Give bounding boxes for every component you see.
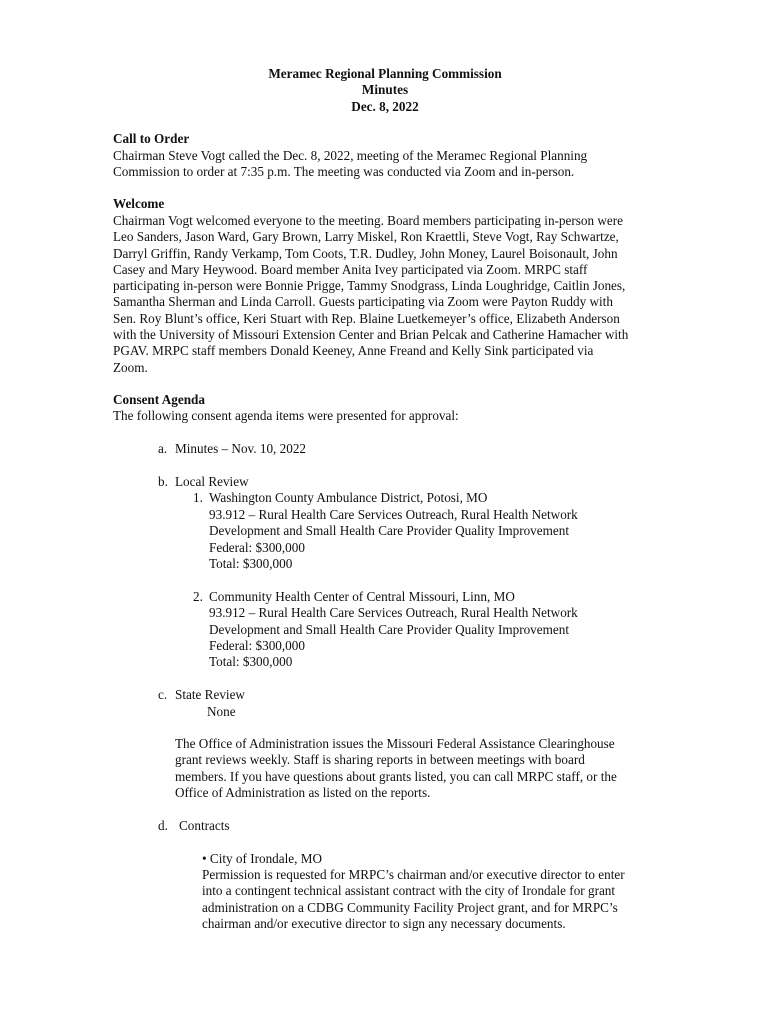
local-review-number: 2. xyxy=(193,589,203,604)
state-review-note-line: grant reviews weekly. Staff is sharing reports in between meetings with board xyxy=(175,752,585,767)
call-to-order-line: Commission to order at 7:35 p.m. The meeting was conducted via Zoom and in-person. xyxy=(113,164,575,179)
meeting-date: Dec. 8, 2022 xyxy=(351,99,419,114)
item-b-marker: b. xyxy=(158,474,168,489)
org-title: Meramec Regional Planning Commission xyxy=(268,66,502,81)
state-review-note-line: members. If you have questions about grants listed, you can call MRPC staff, or the xyxy=(175,769,617,784)
item-d-text: Contracts xyxy=(179,818,230,833)
consent-agenda-heading: Consent Agenda xyxy=(113,392,205,407)
welcome-heading: Welcome xyxy=(113,196,165,211)
state-review-note-line: The Office of Administration issues the Missouri Federal Assistance Clearinghouse xyxy=(175,736,615,751)
item-a-marker: a. xyxy=(158,441,168,456)
call-to-order-line: Chairman Steve Vogt called the Dec. 8, 2022, meeting of the Meramec Regional Planning xyxy=(113,148,588,163)
local-review-federal: Federal: $300,000 xyxy=(209,540,305,555)
welcome-line: Leo Sanders, Jason Ward, Gary Brown, Larry Miskel, Ron Kraettli, Steve Vogt, Ray Schwartze, xyxy=(113,229,619,244)
doc-type: Minutes xyxy=(361,82,409,97)
local-review-title: Community Health Center of Central Missouri, Linn, MO xyxy=(209,589,515,604)
welcome-line: participating in-person were Bonnie Prigge, Tammy Snodgrass, Linda Loughridge, Caitlin Jones, xyxy=(113,278,626,293)
contract-line: chairman and/or executive director to sign any necessary documents. xyxy=(202,916,566,931)
item-c-marker: c. xyxy=(158,687,168,702)
contract-line: into a contingent technical assistant contract with the city of Irondale for grant xyxy=(202,883,616,898)
state-review-none: None xyxy=(207,704,236,719)
welcome-line: Sen. Roy Blunt’s office, Keri Stuart with Rep. Blaine Luetkemeyer’s office, Elizabeth Anderson xyxy=(113,311,620,326)
item-d-marker: d. xyxy=(158,818,168,833)
welcome-line: Zoom. xyxy=(113,360,148,375)
state-review-note-line: Office of Administration as listed on the reports. xyxy=(175,785,431,800)
local-review-program: 93.912 – Rural Health Care Services Outreach, Rural Health Network xyxy=(209,605,578,620)
consent-agenda-intro: The following consent agenda items were presented for approval: xyxy=(113,408,459,423)
local-review-title: Washington County Ambulance District, Potosi, MO xyxy=(209,490,488,505)
call-to-order-heading: Call to Order xyxy=(113,131,190,146)
local-review-total: Total: $300,000 xyxy=(209,654,293,669)
local-review-number: 1. xyxy=(193,490,203,505)
welcome-line: Chairman Vogt welcomed everyone to the meeting. Board members participating in-person were xyxy=(113,213,624,228)
welcome-line: Samantha Sherman and Linda Carroll. Guests participating via Zoom were Payton Ruddy with xyxy=(113,294,613,309)
contract-line: administration on a CDBG Community Facility Project grant, and for MRPC’s xyxy=(202,900,618,915)
contract-bullet: • City of Irondale, MO xyxy=(202,851,322,866)
item-c-text: State Review xyxy=(175,687,245,702)
contract-line: Permission is requested for MRPC’s chairman and/or executive director to enter xyxy=(202,867,625,882)
local-review-total: Total: $300,000 xyxy=(209,556,293,571)
local-review-program: 93.912 – Rural Health Care Services Outreach, Rural Health Network xyxy=(209,507,578,522)
welcome-line: with the University of Missouri Extension Center and Brian Pelcak and Catherine Hamacher with xyxy=(113,327,629,342)
item-a-text: Minutes – Nov. 10, 2022 xyxy=(175,441,307,456)
local-review-program: Development and Small Health Care Provider Quality Improvement xyxy=(209,523,569,538)
welcome-line: PGAV. MRPC staff members Donald Keeney, Anne Freand and Kelly Sink participated via xyxy=(113,343,594,358)
welcome-line: Casey and Mary Heywood. Board member Anita Ivey participated via Zoom. MRPC staff xyxy=(113,262,588,277)
local-review-program: Development and Small Health Care Provider Quality Improvement xyxy=(209,622,569,637)
item-b-text: Local Review xyxy=(175,474,249,489)
local-review-federal: Federal: $300,000 xyxy=(209,638,305,653)
welcome-line: Darryl Griffin, Randy Verkamp, Tom Coots, T.R. Dudley, John Money, Laurel Boisonault, John xyxy=(113,246,618,261)
